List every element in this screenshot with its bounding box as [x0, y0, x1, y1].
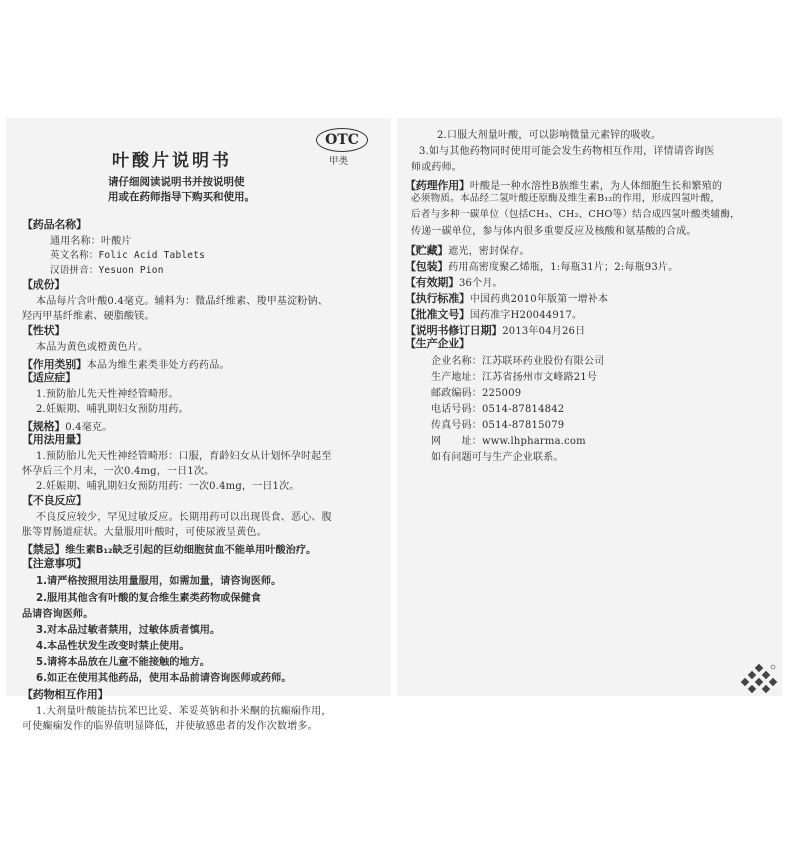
section-storage: 【贮藏】 — [405, 244, 449, 257]
adverse-line-1: 不良反应较少，罕见过敏反应。长期用药可以出现畏食、恶心、腹 — [36, 512, 332, 523]
adverse-line-2: 胀等胃肠道症状。大量服用叶酸时，可使尿液呈黄色。 — [22, 527, 267, 538]
manufacturer-name: 企业名称：江苏联环药业股份有限公司 — [431, 356, 605, 367]
notice-line-2: 用或在药师指导下购买和使用。 — [108, 191, 255, 203]
manufacturer-phone: 电话号码：0514-87814842 — [431, 404, 565, 415]
pharmacology-line-1: 叶酸是一种水溶性B族维生素，为人体细胞生长和繁殖的 — [469, 181, 723, 192]
lianhuan-knot-logo-icon — [742, 664, 776, 698]
section-pharmacology: 【药理作用】 — [405, 179, 470, 192]
standard-text: 中国药典2010年版第一增补本 — [469, 294, 609, 305]
usage-line-2: 怀孕后三个月末，一次0.4mg，一日1次。 — [22, 466, 215, 477]
section-drug-name: 【药品名称】 — [22, 218, 87, 231]
interactions-item-3b: 师或药师。 — [411, 162, 462, 173]
package-text: 药用高密度聚乙烯瓶，1:每瓶31片；2:每瓶93片。 — [448, 262, 679, 273]
precaution-item-6: 6.如正在使用其他药品，使用本品前请咨询医师或药师。 — [36, 673, 292, 684]
section-validity: 【有效期】 — [405, 276, 459, 289]
pharmacology-line-4: 传递一碳单位，参与体内很多重要反应及核酸和氨基酸的合成。 — [411, 226, 697, 237]
notice-line-1: 请仔细阅读说明书并按说明使 — [108, 176, 245, 188]
section-indications: 【适应症】 — [22, 371, 76, 384]
generic-name: 通用名称：叶酸片 — [50, 236, 132, 247]
section-package: 【包装】 — [405, 260, 449, 273]
otc-badge: OTC — [316, 128, 368, 152]
precaution-item-5: 5.请将本品放在儿童不能接触的地方。 — [36, 657, 210, 668]
ingredients-line-2: 羟丙甲基纤维素、硬脂酸镁。 — [22, 311, 155, 322]
revision-text: 2013年04月26日 — [502, 326, 586, 337]
manufacturer-address: 生产地址：江苏省扬州市文峰路21号 — [431, 372, 598, 383]
english-name: 英文名称：Folic Acid Tablets — [50, 250, 206, 261]
approval-text: 国药准字H20044917。 — [469, 310, 583, 321]
section-spec: 【规格】 — [22, 420, 66, 433]
section-adverse: 【不良反应】 — [22, 494, 87, 507]
precaution-item-2a: 2.服用其他含有叶酸的复合维生素类药物或保健食 — [36, 593, 261, 604]
section-properties: 【性状】 — [22, 324, 66, 337]
category-text: 本品为维生素类非处方药药品。 — [86, 360, 230, 371]
precaution-item-2b: 品请咨询医师。 — [22, 609, 94, 620]
otc-class-label: 甲类 — [329, 156, 349, 167]
usage-line-1: 1.预防胎儿先天性神经管畸形：口服，育龄妇女从计划怀孕时起至 — [36, 451, 332, 462]
section-precautions: 【注意事项】 — [22, 557, 87, 570]
usage-line-3: 2.妊娠期、哺乳期妇女预防用药：一次0.4mg，一日1次。 — [36, 481, 300, 492]
precaution-item-4: 4.本品性状发生改变时禁止使用。 — [36, 641, 190, 652]
section-category: 【作用类别】 — [22, 358, 87, 371]
ingredients-line-1: 本品每片含叶酸0.4毫克。辅料为：微晶纤维素、羧甲基淀粉钠、 — [36, 296, 328, 307]
manufacturer-website: 网 址：www.lhpharma.com — [431, 436, 586, 447]
indication-item-2: 2.妊娠期、哺乳期妇女预防用药。 — [36, 404, 189, 415]
interactions-item-3a: 3.如与其他药物同时使用可能会发生药物相互作用，详情请咨询医 — [419, 146, 715, 157]
precaution-item-3: 3.对本品过敏者禁用，过敏体质者慎用。 — [36, 625, 221, 636]
manufacturer-postcode: 邮政编码：225009 — [431, 388, 522, 399]
section-revision: 【说明书修订日期】 — [405, 324, 503, 337]
properties-text: 本品为黄色或橙黄色片。 — [36, 342, 149, 353]
section-manufacturer: 【生产企业】 — [405, 337, 470, 350]
leaflet-right-panel — [397, 118, 782, 696]
section-approval: 【批准文号】 — [405, 308, 470, 321]
section-usage: 【用法用量】 — [22, 433, 87, 446]
section-interactions: 【药物相互作用】 — [22, 688, 109, 701]
storage-text: 遮光，密封保存。 — [448, 246, 530, 257]
leaflet-left-panel — [6, 118, 391, 732]
interactions-item-2: 2.口服大剂量叶酸，可以影响微量元素锌的吸收。 — [437, 130, 662, 141]
precaution-item-1: 1.请严格按照用法用量服用，如需加量，请咨询医师。 — [36, 576, 282, 587]
interactions-line-1: 1.大剂量叶酸能拮抗苯巴比妥、苯妥英钠和扑米酮的抗癫痫作用， — [36, 706, 332, 717]
pharmacology-line-2: 必须物质。本品经二氢叶酸还原酶及维生素B₁₂的作用，形成四氢叶酸， — [411, 193, 721, 204]
indication-item-1: 1.预防胎儿先天性神经管畸形。 — [36, 389, 179, 400]
section-contra: 【禁忌】 — [22, 543, 66, 556]
spec-text: 0.4毫克。 — [65, 422, 113, 433]
manufacturer-fax: 传真号码：0514-87815079 — [431, 420, 565, 431]
validity-text: 36个月。 — [459, 278, 503, 289]
manufacturer-contact: 如有问题可与生产企业联系。 — [431, 452, 564, 463]
pinyin-name: 汉语拼音：Yesuon Pion — [50, 265, 164, 276]
pharmacology-line-3: 后者与多种一碳单位（包括CH₃、CH₂、CHO等）结合成四氢叶酸类辅酶， — [411, 209, 740, 220]
contra-text: 维生素B₁₂缺乏引起的巨幼细胞贫血不能单用叶酸治疗。 — [65, 545, 317, 556]
document-title: 叶酸片说明书 — [112, 151, 232, 171]
section-standard: 【执行标准】 — [405, 292, 470, 305]
section-ingredients: 【成份】 — [22, 278, 66, 291]
interactions-line-2: 可使癫痫发作的临界值明显降低，并使敏感患者的发作次数增多。 — [22, 721, 318, 732]
